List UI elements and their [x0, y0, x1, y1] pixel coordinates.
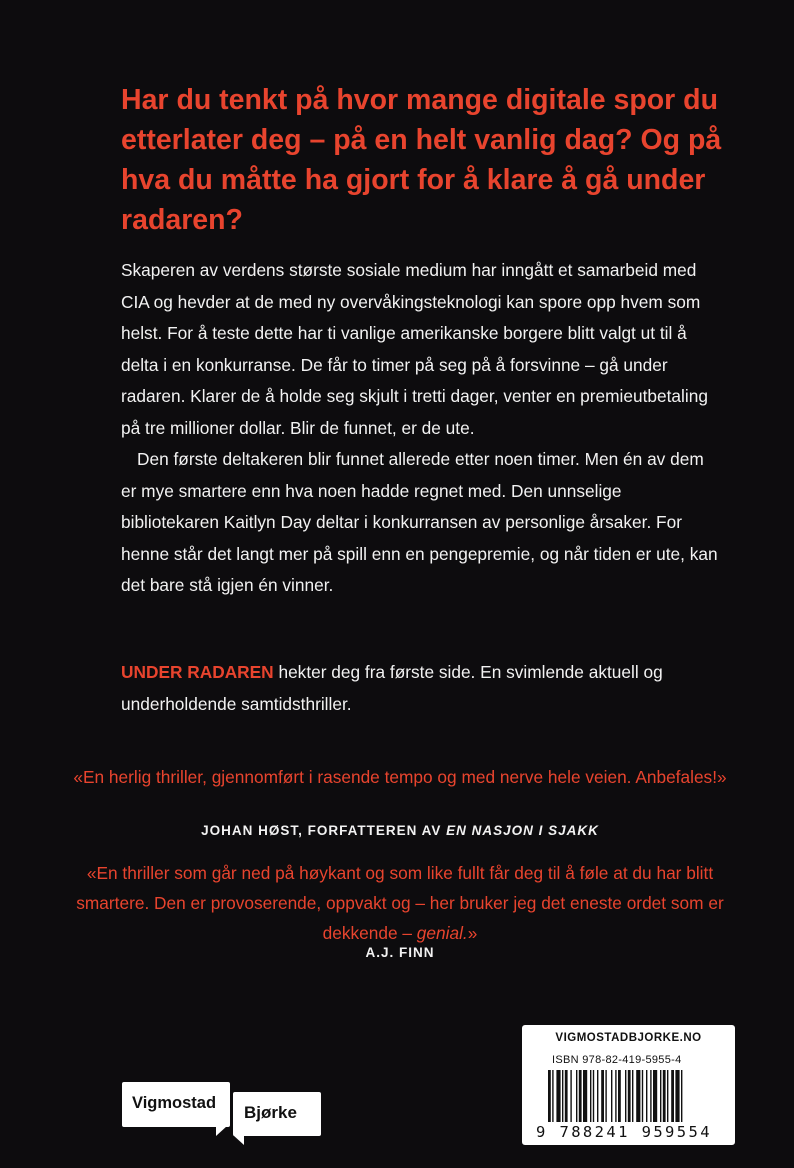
logo-bjorke-text: Bjørke [244, 1103, 297, 1122]
publisher-website: VIGMOSTADBJORKE.NO [555, 1032, 702, 1044]
review-quote-2 [60, 858, 740, 948]
quote-2-text: «En thriller som går ned på høykant og som like fullt får deg til å føle at du har blitt smartere. Den er provoserende, oppvakt og – her bruker jeg det eneste ordet som er dekkende – [76, 863, 724, 943]
synopsis [121, 255, 721, 602]
publisher-logo-vigmostad [122, 1082, 230, 1127]
logo-vigmostad-text: Vigmostad [132, 1094, 217, 1112]
review-attribution-1 [60, 823, 740, 838]
review-attribution-2: A.J. FINN [365, 945, 435, 960]
attribution-1-name: JOHAN HØST, FORFATTEREN AV [201, 823, 447, 838]
blurb [121, 657, 721, 720]
back-cover-headline: Har du tenkt på hvor mange digitale spor du etterlater deg – på en helt vanlig dag? Og på hva du måtte ha gjort for å klare å gå under radaren? [121, 84, 722, 236]
barcode-digits: 9 788241 959554 [536, 1123, 712, 1141]
barcode-icon [548, 1070, 728, 1125]
blurb-title: UNDER RADAREN [121, 662, 274, 682]
blurb-text: hekter deg fra første side. En svimlende aktuell og underholdende samtidsthriller. [121, 662, 663, 714]
publisher-logo-bjorke [233, 1092, 321, 1136]
review-quote-1: «En herlig thriller, gjennomført i rasende tempo og med nerve hele veien. Anbefales!» [73, 767, 727, 787]
quote-2-emphasis: genial. [416, 923, 468, 943]
barcode-label [522, 1025, 735, 1145]
synopsis-paragraph-1: Skaperen av verdens største sosiale medium har inngått et samarbeid med CIA og hevder at de med ny overvåkingsteknologi kan spore opp hvem som helst. For å teste dette har ti vanlige amerikanske borgere blitt valgt ut til å delta i en konkurranse. De får to timer på seg på å forsvinne – gå under radaren. Klarer de å holde seg skjult i tretti dager, venter en premieutbetaling på tre millioner dollar. Blir de funnet, er de ute. [121, 260, 708, 438]
speech-bubble-tail [216, 1126, 227, 1136]
isbn-text: ISBN 978-82-419-5955-4 [552, 1054, 682, 1066]
synopsis-paragraph-2: Den første deltakeren blir funnet allerede etter noen timer. Men én av dem er mye smartere enn hva noen hadde regnet med. Den unnselige bibliotekaren Kaitlyn Day deltar i konkurransen av personlige årsaker. For henne står det langt mer på spill enn en pengepremie, og når tiden er ute, kan det bare stå igjen én vinner. [121, 449, 718, 595]
quote-2-end: » [467, 923, 478, 943]
attribution-1-book-title: EN NASJON I SJAKK [446, 823, 599, 838]
speech-bubble-tail [233, 1135, 244, 1145]
